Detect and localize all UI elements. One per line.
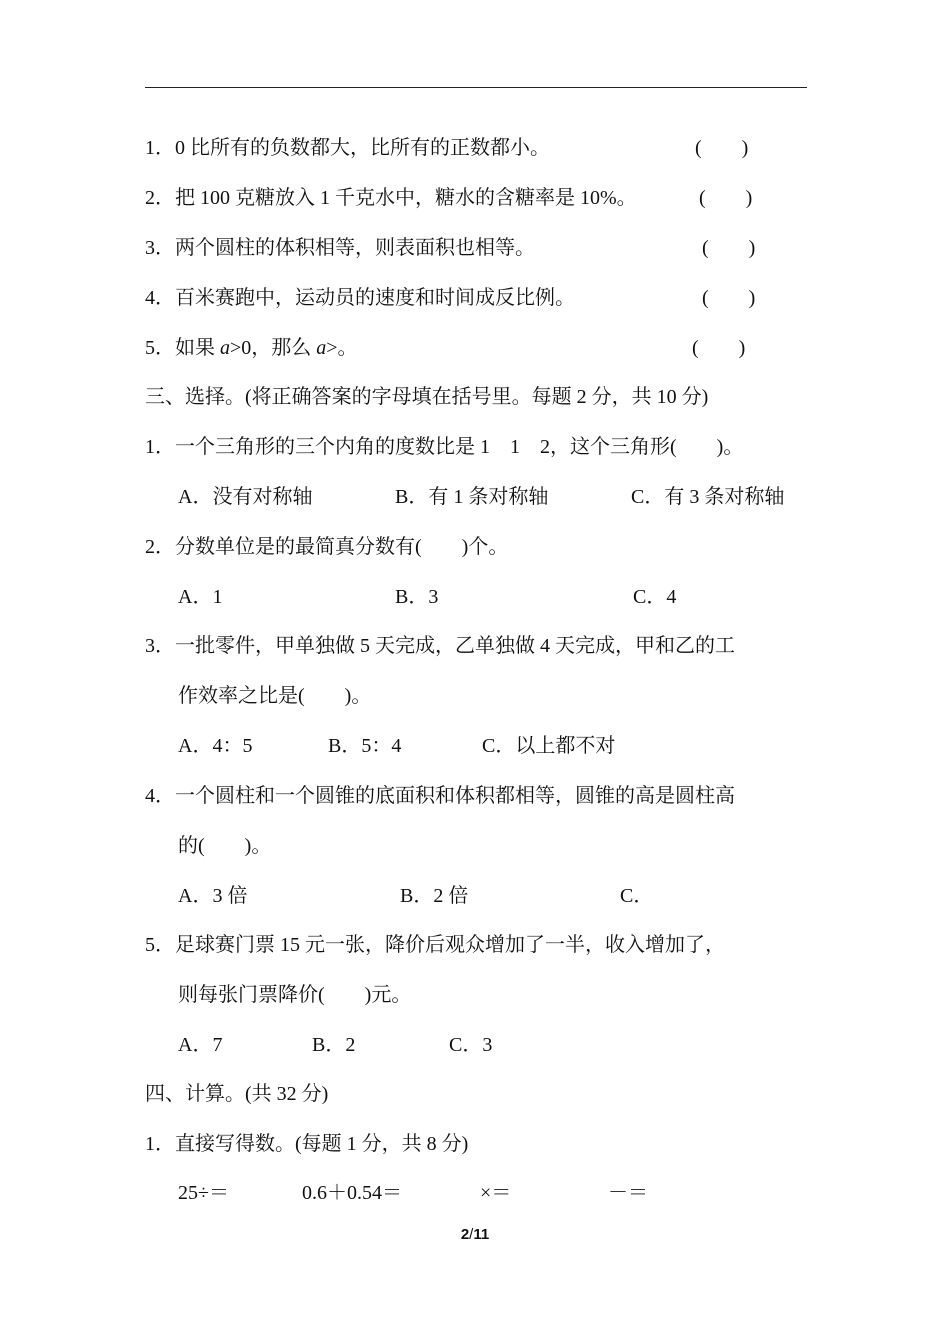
judgement-4-answer-blank[interactable]: ( ) xyxy=(702,287,756,309)
calc-item-4: －＝ xyxy=(608,1182,648,1204)
choice-3-option-c[interactable]: C．以上都不对 xyxy=(482,735,616,757)
choice-4-stem-line-2: 的( )。 xyxy=(178,835,272,857)
choice-5-option-b[interactable]: B．2 xyxy=(312,1034,356,1056)
choice-1-option-a[interactable]: A．没有对称轴 xyxy=(178,486,313,508)
choice-3-stem-line-1: 3．一批零件，甲单独做 5 天完成，乙单独做 4 天完成，甲和乙的工 xyxy=(145,635,735,657)
choice-4-stem-line-1: 4．一个圆柱和一个圆锥的底面积和体积都相等，圆锥的高是圆柱高 xyxy=(145,785,735,807)
judgement-1-answer-blank[interactable]: ( ) xyxy=(695,137,749,159)
judgement-3-answer-blank[interactable]: ( ) xyxy=(702,237,756,259)
section-4-heading: 四、计算。(共 32 分) xyxy=(145,1083,329,1105)
calc-item-2: 0.6＋0.54＝ xyxy=(302,1182,402,1204)
choice-3-stem-line-2: 作效率之比是( )。 xyxy=(178,685,372,707)
choice-5-stem-line-2: 则每张门票降价( )元。 xyxy=(178,984,412,1006)
choice-4-option-c[interactable]: C． xyxy=(620,885,654,907)
choice-4-option-b[interactable]: B．2 倍 xyxy=(400,885,469,907)
choice-5-option-c[interactable]: C．3 xyxy=(449,1034,493,1056)
judgement-5-text xyxy=(145,336,358,360)
judgement-5-post: >。 xyxy=(326,337,358,359)
calc-1-instruction: 1．直接写得数。(每题 1 分，共 8 分) xyxy=(145,1133,469,1155)
page-separator: / xyxy=(469,1226,474,1243)
calc-item-1: 25÷＝ xyxy=(178,1182,229,1204)
judgement-2-text: 2．把 100 克糖放入 1 千克水中，糖水的含糖率是 10%。 xyxy=(145,187,637,209)
variable-a: a xyxy=(220,337,230,359)
judgement-2-answer-blank[interactable]: ( ) xyxy=(699,187,753,209)
page-number xyxy=(0,1226,950,1243)
total-pages: 11 xyxy=(473,1226,490,1243)
section-3-heading: 三、选择。(将正确答案的字母填在括号里。每题 2 分，共 10 分) xyxy=(145,386,709,408)
judgement-5-mid: >0，那么 xyxy=(230,337,317,359)
choice-4-option-a[interactable]: A．3 倍 xyxy=(178,885,248,907)
choice-1-option-c[interactable]: C．有 3 条对称轴 xyxy=(631,486,785,508)
judgement-5-pre: 5．如果 xyxy=(145,337,220,359)
choice-2-option-b[interactable]: B．3 xyxy=(395,586,439,608)
choice-3-option-a[interactable]: A．4：5 xyxy=(178,735,253,757)
choice-1-stem: 1．一个三角形的三个内角的度数比是 1 1 2，这个三角形( )。 xyxy=(145,436,744,458)
judgement-4-text: 4．百米赛跑中，运动员的速度和时间成反比例。 xyxy=(145,287,575,309)
header-rule xyxy=(145,87,807,88)
calc-item-3: ×＝ xyxy=(480,1182,512,1204)
judgement-1-text: 1．0 比所有的负数都大，比所有的正数都小。 xyxy=(145,137,550,159)
choice-2-stem: 2．分数单位是的最简真分数有( )个。 xyxy=(145,536,509,558)
current-page: 2 xyxy=(460,1226,470,1243)
choice-2-option-c[interactable]: C．4 xyxy=(633,586,677,608)
judgement-5-answer-blank[interactable]: ( ) xyxy=(692,337,746,359)
variable-a: a xyxy=(316,337,327,359)
choice-5-stem-line-1: 5．足球赛门票 15 元一张，降价后观众增加了一半，收入增加了， xyxy=(145,934,725,956)
choice-2-option-a[interactable]: A．1 xyxy=(178,586,223,608)
choice-1-option-b[interactable]: B．有 1 条对称轴 xyxy=(395,486,549,508)
choice-3-option-b[interactable]: B．5：4 xyxy=(328,735,402,757)
judgement-3-text: 3．两个圆柱的体积相等，则表面积也相等。 xyxy=(145,237,535,259)
choice-5-option-a[interactable]: A．7 xyxy=(178,1034,223,1056)
